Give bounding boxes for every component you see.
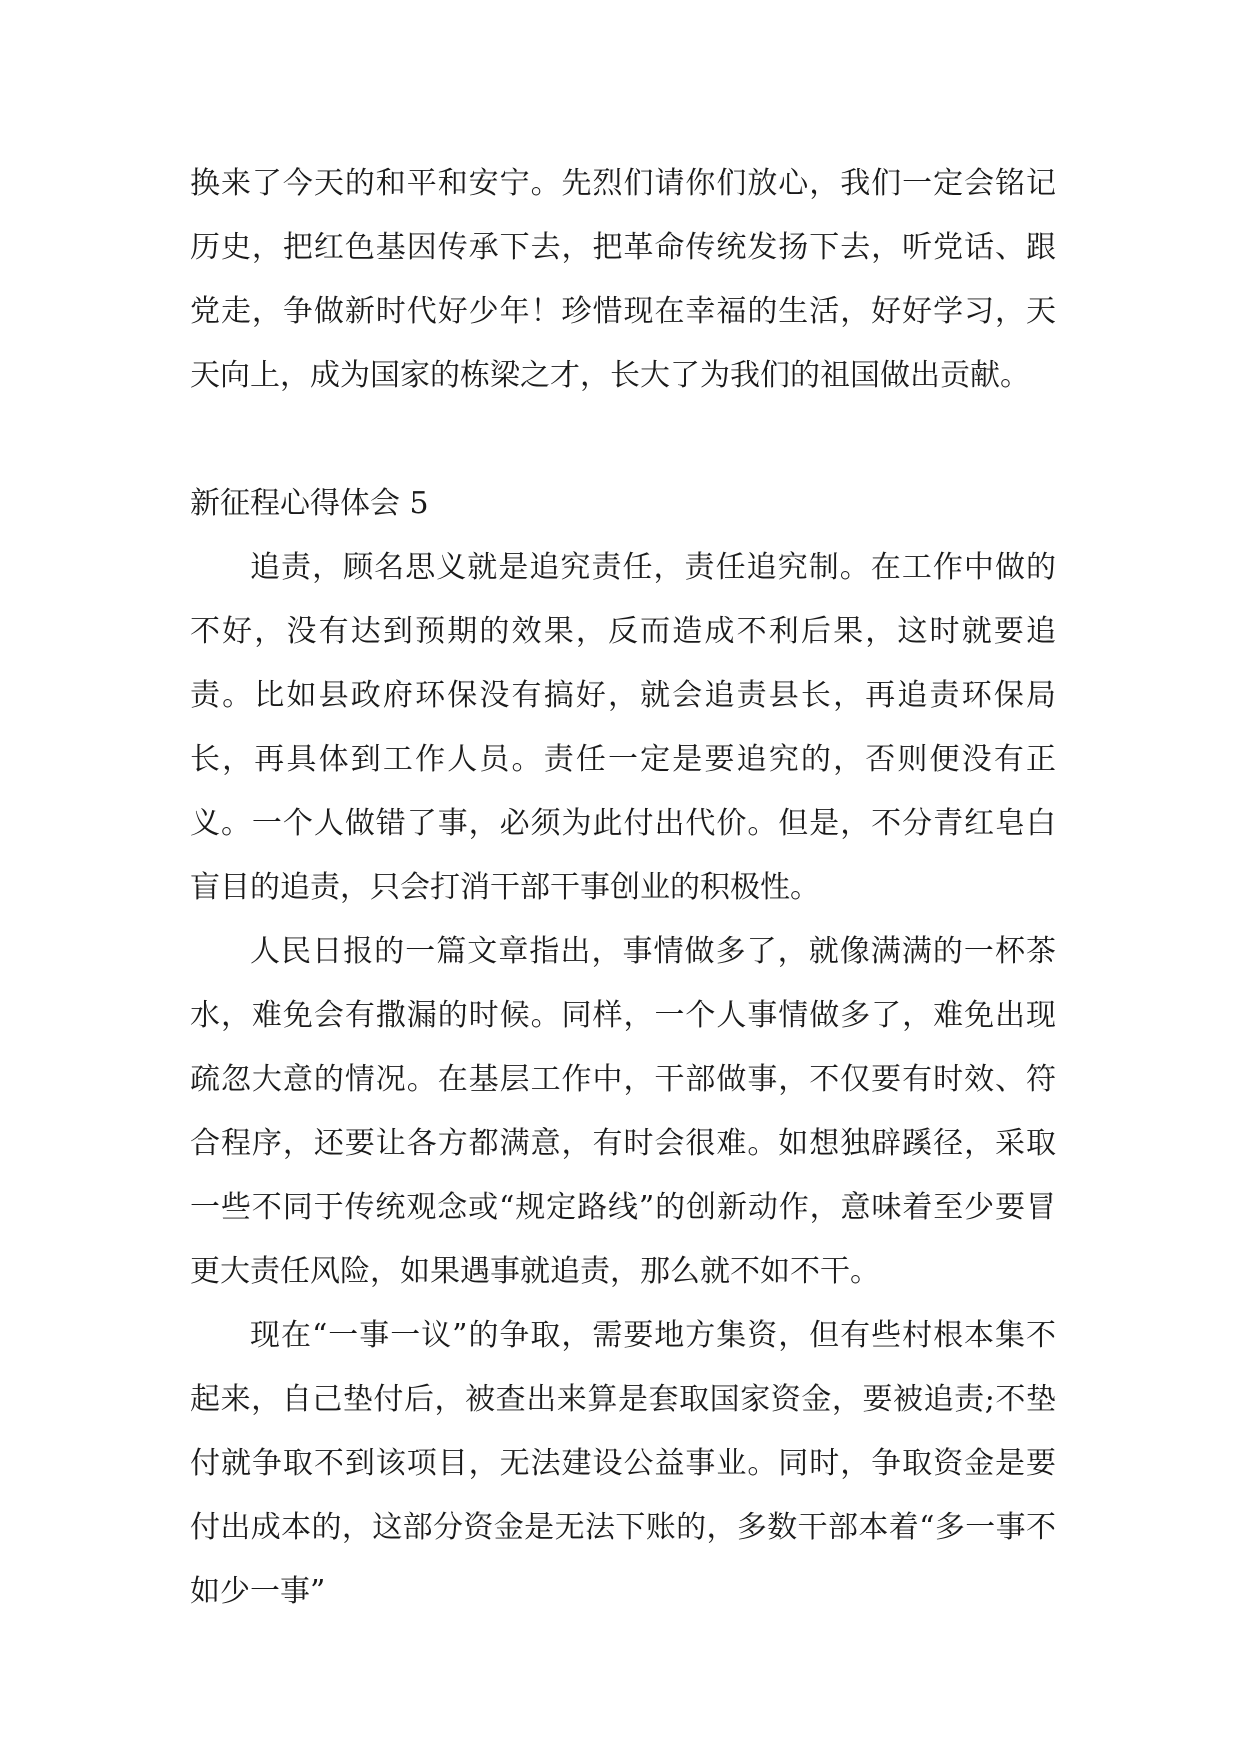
continued-paragraph: 换来了今天的和平和安宁。先烈们请你们放心，我们一定会铭记历史，把红色基因传承下去，把革命传统发扬下去，听党话、跟党走，争做新时代好少年！珍惜现在幸福的生活，好好学习，天天向上，成为国家的栋梁之才，长大了为我们的祖国做出贡献。 [190,166,1056,393]
body-paragraph-1: 追责，顾名思义就是追究责任，责任追究制。在工作中做的不好，没有达到预期的效果，反而造成不利后果，这时就要追责。比如县政府环保没有搞好，就会追责县长，再追责环保局长，再具体到工作人员。责任一定是要追究的，否则便没有正义。一个人做错了事，必须为此付出代价。但是，不分青红皂白盲目的追责，只会打消干部干事创业的积极性。 [190,550,1056,905]
body-paragraph-3: 现在“一事一议”的争取，需要地方集资，但有些村根本集不起来，自己垫付后，被查出来算是套取国家资金，要被追责;不垫付就争取不到该项目，无法建设公益事业。同时，争取资金是要付出成本的，这部分资金是无法下账的，多数干部本着“多一事不如少一事” [190,1318,1056,1609]
document-body [190,152,1056,1624]
body-paragraph-2: 人民日报的一篇文章指出，事情做多了，就像满满的一杯茶水，难免会有撒漏的时候。同样，一个人事情做多了，难免出现疏忽大意的情况。在基层工作中，干部做事，不仅要有时效、符合程序，还要让各方都满意，有时会很难。如想独辟蹊径，采取一些不同于传统观念或“规定路线”的创新动作，意味着至少要冒更大责任风险，如果遇事就追责，那么就不如不干。 [190,934,1056,1289]
section-heading: 新征程心得体会 5 [190,486,429,521]
